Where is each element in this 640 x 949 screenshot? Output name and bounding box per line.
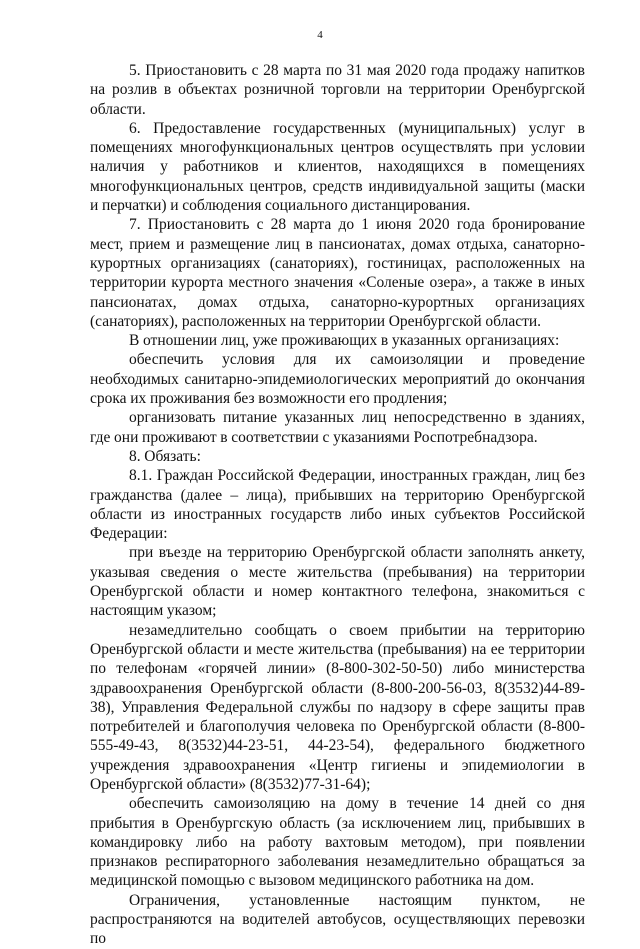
- paragraph-item-6-mfc-services: 6. Предоставление государственных (муниципальных) услуг в помещениях многофункциональных центров осуществлять при условии наличия у работников и клиентов, находящихся в помещениях многофункциональных центров, средств индивидуальной защиты (маски и перчатки) и соблюдения социального дистанцирования.: [90, 119, 585, 215]
- paragraph-questionnaire-on-entry: при въезде на территорию Оренбургской области заполнять анкету, указывая сведения о месте жительства (пребывания) на территории Оренбургской области и номер контактного телефона, знакомиться с настоящим указом;: [90, 544, 585, 620]
- paragraph-item-8-1-arrivals: 8.1. Граждан Российской Федерации, иностранных граждан, лиц без гражданства (далее – лица), прибывших на территорию Оренбургской области из иностранных государств либо иных субъектов Российской Федерации:: [90, 467, 585, 543]
- paragraph-meals-organization: организовать питание указанных лиц непосредственно в зданиях, где они проживают в соответствии с указаниями Роспотребнадзора.: [90, 409, 585, 446]
- paragraph-restrictions-exemption: Ограничения, установленные настоящим пунктом, не распространяются на водителей автобусов, осуществляющих перевозки по: [90, 891, 585, 948]
- paragraph-item-8-oblige: 8. Обязать:: [129, 447, 201, 465]
- paragraph-current-residents-intro: В отношении лиц, уже проживающих в указанных организациях:: [129, 332, 560, 350]
- paragraph-item-7-booking-suspension: 7. Приостановить с 28 марта до 1 июня 2020 года бронирование мест, прием и размещение лиц в пансионатах, домах отдыха, санаторно-курортных организациях (санаториях), гостиницах, расположенных на территории курорта местного значения «Соленые озера», а также в иных пансионатах, домах отдыха, санаторно-курортных организациях (санаториях), расположенных на территории Оренбургской области.: [90, 216, 585, 330]
- page-number: 4: [317, 29, 323, 41]
- paragraph-hotline-reporting: незамедлительно сообщать о своем прибытии на территорию Оренбургской области и месте жительства (пребывания) на ее территории по телефонам «горячей линии» (8-800-302-50-50) либо министерства здравоохранения Оренбургской области (8-800-200-56-03, 8(3532)44-89-38), Управления Федеральной службы по надзору в сфере защиты прав потребителей и благополучия человека по Оренбургской области (8-800-555-49-43, 8(3532)44-23-51, 44-23-54), федерального бюджетного учреждения здравоохранения «Центр гигиены и эпидемиологии в Оренбургской области» (8(3532)77-31-64);: [90, 621, 585, 793]
- paragraph-item-5-sales-suspension: 5. Приостановить с 28 марта по 31 мая 2020 года продажу напитков на розлив в объектах розничной торговли на территории Оренбургской области.: [90, 62, 585, 118]
- paragraph-self-isolation-conditions: обеспечить условия для их самоизоляции и проведение необходимых санитарно-эпидемиологических мероприятий до окончания срока их проживания без возможности его продления;: [90, 351, 585, 408]
- paragraph-home-self-isolation: обеспечить самоизоляцию на дому в течение 14 дней со дня прибытия в Оренбургскую область (за исключением лиц, прибывших в командировку либо на работу вахтовым методом), при появлении признаков респираторного заболевания незамедлительно обращаться за медицинской помощью с вызовом медицинского работника на дом.: [90, 795, 585, 890]
- document-body: [90, 61, 585, 948]
